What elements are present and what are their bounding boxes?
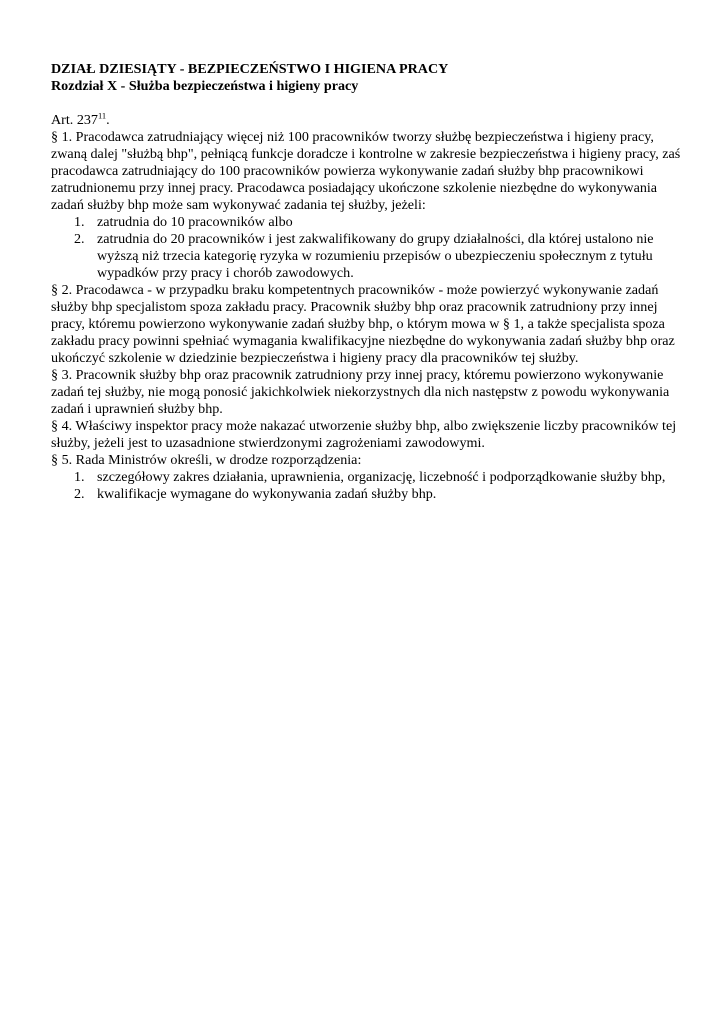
article-label: Art. 237 <box>51 112 98 128</box>
paragraph-4: § 4. Właściwy inspektor pracy może nakazać utworzenie służby bhp, albo zwiększenie liczby pracowników tej służby, jeżeli jest to uzasadnione stwierdzonymi zagrożeniami zawodowymi. <box>51 418 677 451</box>
list-item-number: 1. <box>74 469 85 485</box>
document-title: DZIAŁ DZIESIĄTY - BEZPIECZEŃSTWO I HIGIENA PRACY <box>51 61 449 77</box>
article-superscript: 11 <box>97 110 107 121</box>
article-trailing: . <box>106 112 110 128</box>
paragraph-5: § 5. Rada Ministrów określi, w drodze rozporządzenia: <box>51 452 362 468</box>
list-item-number: 2. <box>74 486 85 502</box>
paragraph-3: § 3. Pracownik służby bhp oraz pracownik zatrudniony przy innej pracy, któremu powierzono wykonywanie zadań tej służby, nie mogą ponosić jakichkolwiek niekorzystnych dla nich następstw z powodu wykonywania zadań i uprawnień służby bhp. <box>51 367 670 417</box>
paragraph-1-list <box>51 214 691 282</box>
article-heading <box>51 112 691 129</box>
document-page <box>51 61 691 503</box>
list-item-text: zatrudnia do 10 pracowników albo <box>97 214 293 230</box>
list-item-number: 1. <box>74 214 85 230</box>
list-item <box>51 231 691 282</box>
document-subtitle: Rozdział X - Służba bezpieczeństwa i higieny pracy <box>51 78 359 94</box>
list-item-text: zatrudnia do 20 pracowników i jest zakwalifikowany do grupy działalności, dla której ustalono nie wyższą niż trzecia kategorię ryzyka w rozumieniu przepisów o ubezpieczeniu społecznym z tytułu wypadków przy pracy i chorób zawodowych. <box>97 231 654 281</box>
list-item <box>51 486 691 503</box>
list-item-text: kwalifikacje wymagane do wykonywania zadań służby bhp. <box>97 486 437 502</box>
paragraph-2: § 2. Pracodawca - w przypadku braku kompetentnych pracowników - może powierzyć wykonywanie zadań służby bhp specjalistom spoza zakładu pracy. Pracownik służby bhp oraz pracownik zatrudniony przy innej pracy, któremu powierzono wykonywanie zadań służby bhp, o którym mowa w § 1, a także specjalista spoza zakładu pracy powinni spełniać wymagania kwalifikacyjne niezbędne do wykonywania zadań służby bhp oraz ukończyć szkolenie w dziedzinie bezpieczeństwa i higieny pracy dla pracowników tej służby. <box>51 282 675 366</box>
paragraph-1: § 1. Pracodawca zatrudniający więcej niż 100 pracowników tworzy służbę bezpieczeństwa i higieny pracy, zwaną dalej "służbą bhp", pełniącą funkcje doradcze i kontrolne w zakresie bezpieczeństwa i higieny pracy, zaś pracodawca zatrudniający do 100 pracowników powierza wykonywanie zadań służby bhp pracownikowi zatrudnionemu przy innej pracy. Pracodawca posiadający ukończone szkolenie niezbędne do wykonywania zadań służby bhp może sam wykonywać zadania tej służby, jeżeli: <box>51 129 681 213</box>
list-item-number: 2. <box>74 231 85 247</box>
article-body <box>51 129 691 503</box>
spacer <box>51 95 691 112</box>
paragraph-5-list <box>51 469 691 503</box>
list-item <box>51 469 691 486</box>
list-item <box>51 214 691 231</box>
list-item-text: szczegółowy zakres działania, uprawnienia, organizację, liczebność i podporządkowanie służby bhp, <box>97 469 666 485</box>
